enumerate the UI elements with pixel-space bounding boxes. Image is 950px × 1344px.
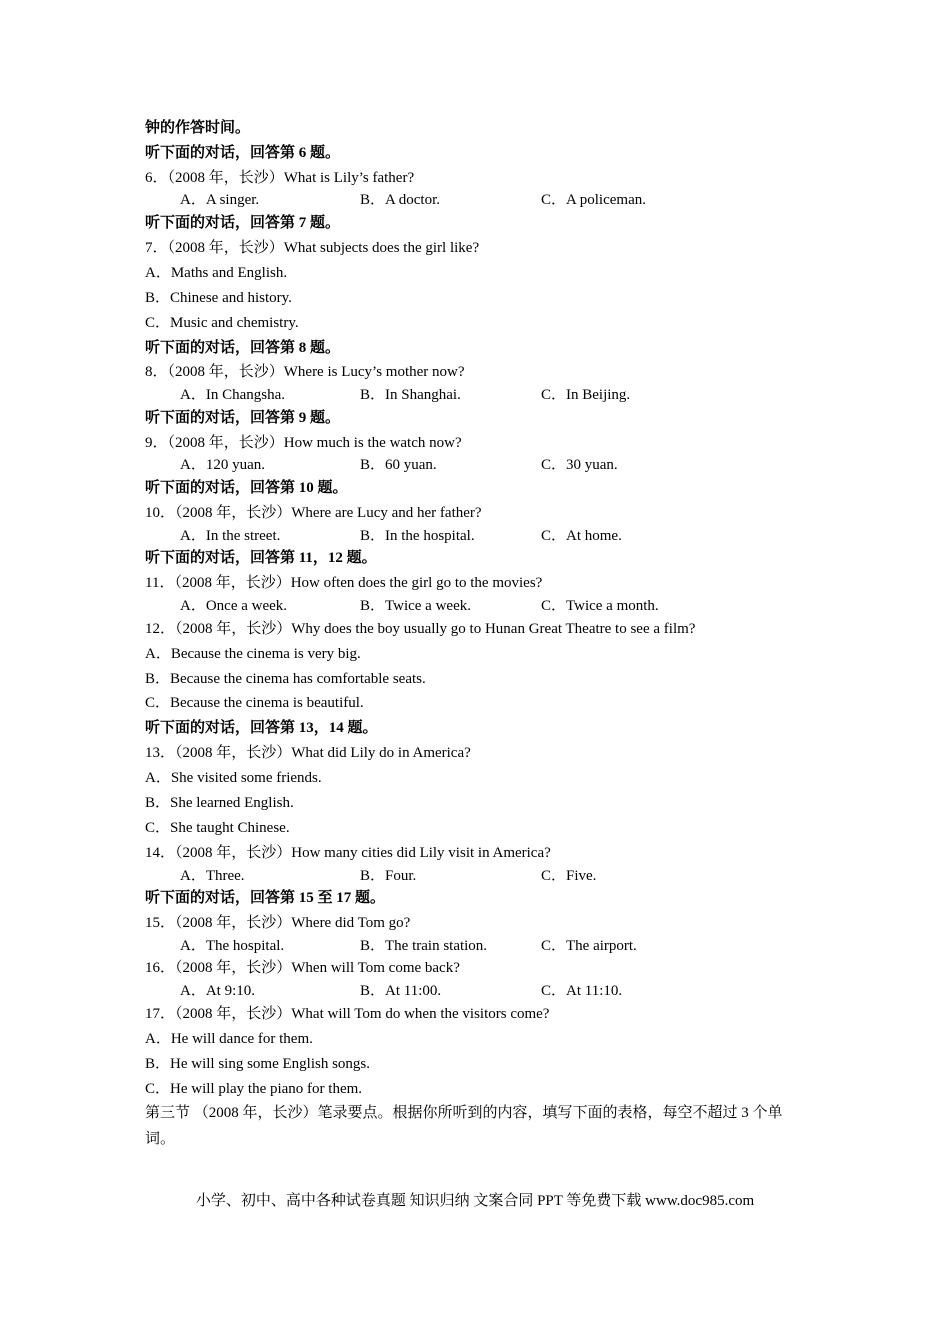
option-a: A．He will dance for them. <box>145 1031 313 1047</box>
question-7: 7．（2008 年，长沙）What subjects does the girl like? <box>145 240 480 256</box>
option-c: C．The airport. <box>541 938 637 954</box>
option-a: A．Once a week. <box>180 598 288 614</box>
question-10: 10．（2008 年，长沙）Where are Lucy and her father? <box>145 505 482 521</box>
option-a: A．A singer. <box>180 192 260 208</box>
option-c: C．Because the cinema is beautiful. <box>145 695 364 711</box>
option-b: B．In Shanghai. <box>360 387 461 403</box>
footer-text: 小学、初中、高中各种试卷真题 知识归纳 文案合同 PPT 等免费下载 www.doc985.com <box>195 1193 755 1209</box>
option-b: B．He will sing some English songs. <box>145 1056 371 1072</box>
section-header: 听下面的对话，回答第 9 题。 <box>145 410 341 426</box>
option-b: B．Four. <box>360 868 417 884</box>
option-b: B．60 yuan. <box>360 457 437 473</box>
section-header: 听下面的对话，回答第 11，12 题。 <box>145 550 377 566</box>
continuation-text: 钟的作答时间。 <box>145 120 251 136</box>
option-c: C．At 11:10. <box>541 983 623 999</box>
option-a: A．In Changsha. <box>180 387 285 403</box>
question-9: 9．（2008 年，长沙）How much is the watch now? <box>145 435 462 451</box>
section-header: 听下面的对话，回答第 10 题。 <box>145 480 348 496</box>
option-c: C．30 yuan. <box>541 457 618 473</box>
option-b: B．The train station. <box>360 938 488 954</box>
question-15: 15．（2008 年，长沙）Where did Tom go? <box>145 915 411 931</box>
option-a: A．Maths and English. <box>145 265 288 281</box>
option-c: C．In Beijing. <box>541 387 631 403</box>
option-a: A．Three. <box>180 868 245 884</box>
option-c: C．He will play the piano for them. <box>145 1081 363 1097</box>
section-header: 听下面的对话，回答第 15 至 17 题。 <box>145 890 386 906</box>
option-b: B．A doctor. <box>360 192 441 208</box>
option-c: C．Five. <box>541 868 597 884</box>
option-a: A．At 9:10. <box>180 983 256 999</box>
option-a: A．In the street. <box>180 528 281 544</box>
option-b: B．Chinese and history. <box>145 290 292 306</box>
option-b: B．At 11:00. <box>360 983 442 999</box>
option-a: A．She visited some friends. <box>145 770 322 786</box>
option-b: B．She learned English. <box>145 795 294 811</box>
option-a: A．Because the cinema is very big. <box>145 646 361 662</box>
section-header: 听下面的对话，回答第 7 题。 <box>145 215 341 231</box>
question-6: 6．（2008 年，长沙）What is Lily’s father? <box>145 170 415 186</box>
option-b: B．In the hospital. <box>360 528 475 544</box>
option-c: C．Twice a month. <box>541 598 659 614</box>
question-12: 12．（2008 年，长沙）Why does the boy usually go to Hunan Great Theatre to see a film? <box>145 621 696 637</box>
option-c: C．She taught Chinese. <box>145 820 290 836</box>
option-a: A．The hospital. <box>180 938 285 954</box>
option-b: B．Because the cinema has comfortable seats. <box>145 671 426 687</box>
option-c: C．Music and chemistry. <box>145 315 299 331</box>
question-16: 16．（2008 年，长沙）When will Tom come back? <box>145 960 460 976</box>
section-header: 听下面的对话，回答第 8 题。 <box>145 340 341 356</box>
section-three-instructions: 第三节 （2008 年，长沙）笔录要点。根据你所听到的内容，填写下面的表格，每空不超过 3 个单词。 <box>145 1105 783 1147</box>
option-a: A．120 yuan. <box>180 457 265 473</box>
question-17: 17．（2008 年，长沙）What will Tom do when the visitors come? <box>145 1006 550 1022</box>
option-c: C．At home. <box>541 528 622 544</box>
section-header: 听下面的对话，回答第 6 题。 <box>145 145 341 161</box>
option-b: B．Twice a week. <box>360 598 471 614</box>
section-header: 听下面的对话，回答第 13，14 题。 <box>145 720 378 736</box>
question-11: 11．（2008 年，长沙）How often does the girl go to the movies? <box>145 575 543 591</box>
question-13: 13．（2008 年，长沙）What did Lily do in America? <box>145 745 471 761</box>
question-8: 8．（2008 年，长沙）Where is Lucy’s mother now? <box>145 364 465 380</box>
option-c: C．A policeman. <box>541 192 646 208</box>
question-14: 14．（2008 年，长沙）How many cities did Lily visit in America? <box>145 845 551 861</box>
